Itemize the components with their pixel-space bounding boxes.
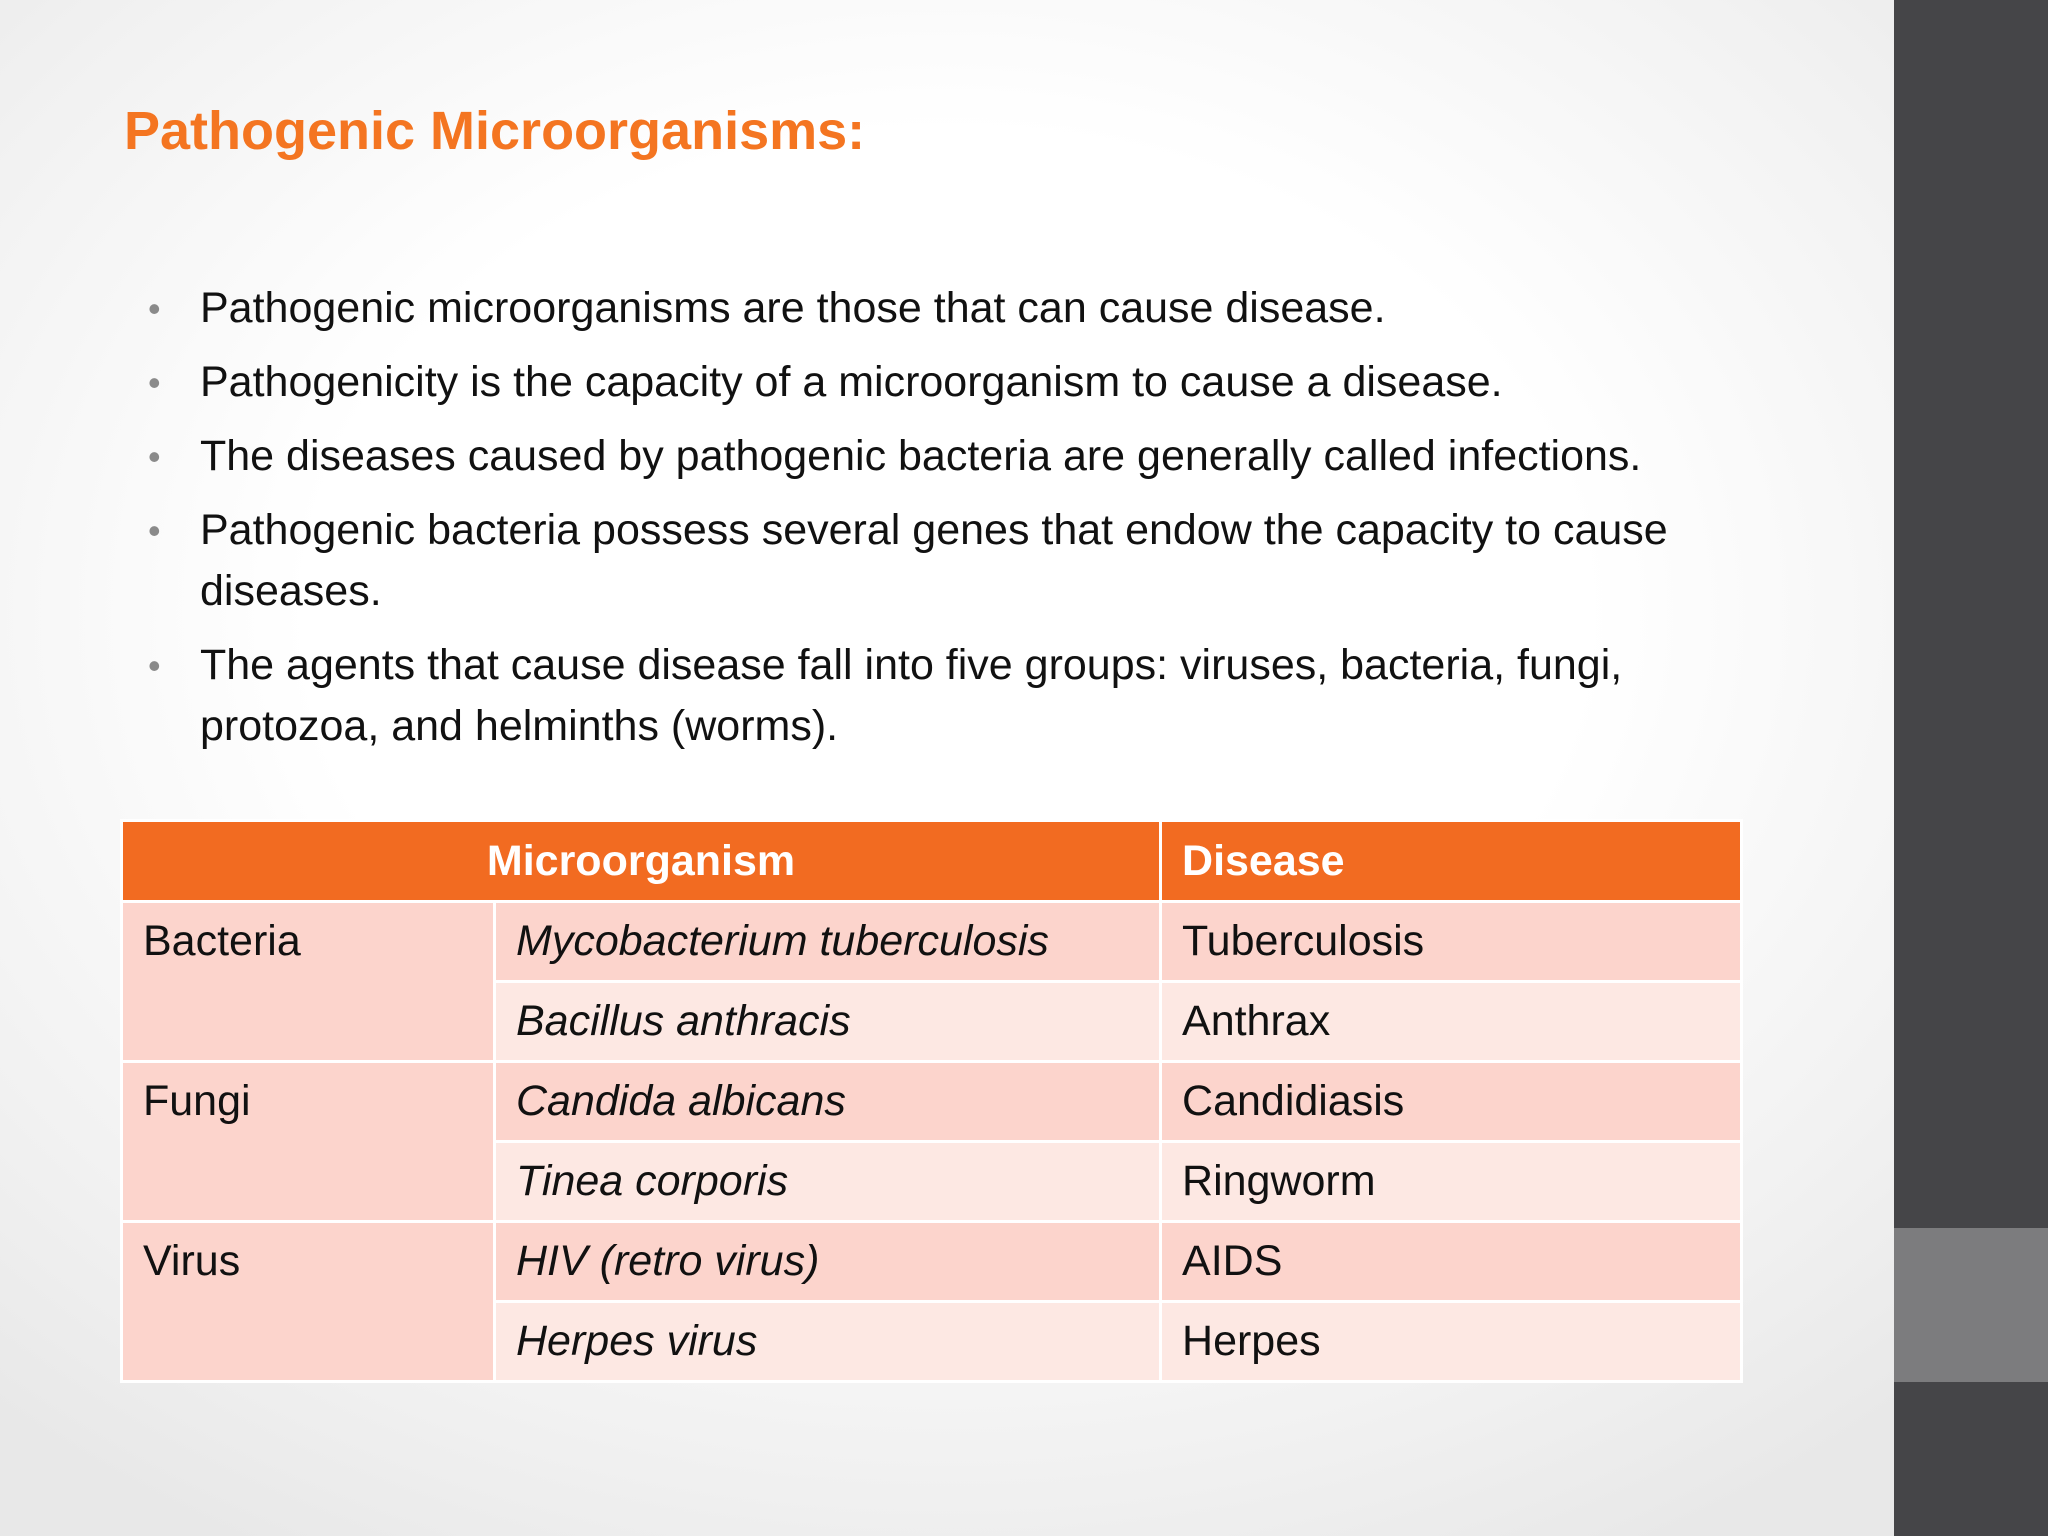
bullet-item xyxy=(148,426,1788,487)
table-row xyxy=(122,902,1742,982)
bullet-item xyxy=(148,500,1788,622)
disease-cell: Candidiasis xyxy=(1161,1062,1742,1142)
organism-cell: Mycobacterium tuberculosis xyxy=(495,902,1161,982)
header-microorganism: Microorganism xyxy=(122,821,1161,902)
bullet-item xyxy=(148,278,1788,339)
bullet-item xyxy=(148,635,1788,757)
header-disease: Disease xyxy=(1161,821,1742,902)
organism-cell: HIV (retro virus) xyxy=(495,1222,1161,1302)
bullet-text: The diseases caused by pathogenic bacteria are generally called infections. xyxy=(200,432,1642,480)
bullet-list xyxy=(148,278,1788,770)
bullet-dot-icon: • xyxy=(148,645,161,686)
bullet-dot-icon: • xyxy=(148,362,161,403)
slide-title: Pathogenic Microorganisms: xyxy=(124,101,866,161)
bullet-item xyxy=(148,352,1788,413)
disease-cell: Anthrax xyxy=(1161,982,1742,1062)
side-accent-block xyxy=(1894,1228,2048,1382)
bullet-dot-icon: • xyxy=(148,436,161,477)
group-fungi: Fungi xyxy=(122,1062,495,1222)
bullet-text: Pathogenic microorganisms are those that can cause disease. xyxy=(200,284,1386,332)
table-header-row xyxy=(122,821,1742,902)
bullet-text: The agents that cause disease fall into five groups: viruses, bacteria, fungi, protozoa, and helminths (worms). xyxy=(200,641,1623,750)
disease-cell: Herpes xyxy=(1161,1302,1742,1382)
table-row xyxy=(122,1222,1742,1302)
disease-cell: Ringworm xyxy=(1161,1142,1742,1222)
bullet-text: Pathogenic bacteria possess several genes that endow the capacity to cause diseases. xyxy=(200,506,1668,615)
organism-cell: Herpes virus xyxy=(495,1302,1161,1382)
disease-cell: Tuberculosis xyxy=(1161,902,1742,982)
group-bacteria: Bacteria xyxy=(122,902,495,1062)
pathogen-table xyxy=(120,819,1743,1383)
organism-cell: Candida albicans xyxy=(495,1062,1161,1142)
bullet-dot-icon: • xyxy=(148,510,161,551)
group-virus: Virus xyxy=(122,1222,495,1382)
organism-cell: Tinea corporis xyxy=(495,1142,1161,1222)
bullet-text: Pathogenicity is the capacity of a microorganism to cause a disease. xyxy=(200,358,1503,406)
organism-cell: Bacillus anthracis xyxy=(495,982,1161,1062)
table-row xyxy=(122,1062,1742,1142)
disease-cell: AIDS xyxy=(1161,1222,1742,1302)
bullet-dot-icon: • xyxy=(148,288,161,329)
